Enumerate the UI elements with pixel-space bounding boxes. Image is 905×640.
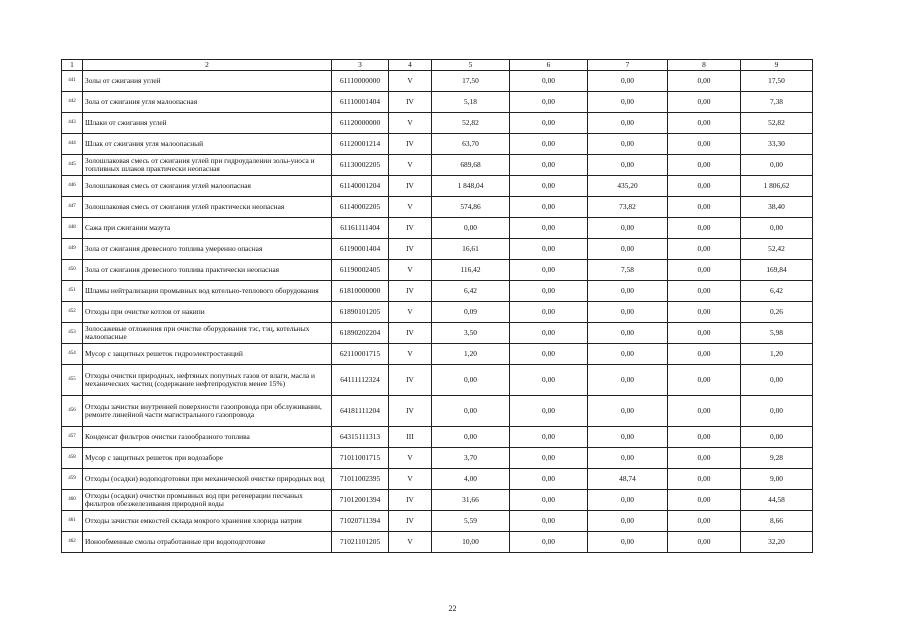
hazard-class: III xyxy=(389,427,432,448)
value-col-5: 0,00 xyxy=(432,365,510,396)
fkko-code: 61810000000 xyxy=(332,281,389,302)
row-number: 441 xyxy=(62,71,83,92)
fkko-code: 64181111204 xyxy=(332,396,389,427)
value-col-9: 8,66 xyxy=(741,511,813,532)
table-row xyxy=(62,239,813,260)
value-col-6: 0,00 xyxy=(510,344,588,365)
value-col-9: 9,00 xyxy=(741,469,813,490)
value-col-6: 0,00 xyxy=(510,469,588,490)
value-col-6: 0,00 xyxy=(510,427,588,448)
value-col-9: 0,00 xyxy=(741,155,813,176)
hazard-class: V xyxy=(389,302,432,323)
fkko-code: 71020711394 xyxy=(332,511,389,532)
value-col-8: 0,00 xyxy=(668,197,741,218)
value-col-8: 0,00 xyxy=(668,323,741,344)
value-col-6: 0,00 xyxy=(510,365,588,396)
table-row xyxy=(62,323,813,344)
value-col-8: 0,00 xyxy=(668,218,741,239)
value-col-8: 0,00 xyxy=(668,239,741,260)
table-row xyxy=(62,469,813,490)
hazard-class: IV xyxy=(389,134,432,155)
value-col-6: 0,00 xyxy=(510,92,588,113)
table-row xyxy=(62,427,813,448)
column-header: 9 xyxy=(741,60,813,71)
value-col-9: 6,42 xyxy=(741,281,813,302)
fkko-code: 71012001394 xyxy=(332,490,389,511)
value-col-8: 0,00 xyxy=(668,260,741,281)
hazard-class: IV xyxy=(389,239,432,260)
row-number: 455 xyxy=(62,365,83,396)
row-number: 453 xyxy=(62,323,83,344)
fkko-code: 64111112324 xyxy=(332,365,389,396)
table-row xyxy=(62,302,813,323)
hazard-class: V xyxy=(389,155,432,176)
value-col-5: 0,09 xyxy=(432,302,510,323)
waste-name: Ионообменные смолы отработанные при водоподготовке xyxy=(83,532,332,553)
table-row xyxy=(62,490,813,511)
fkko-code: 61190001404 xyxy=(332,239,389,260)
value-col-6: 0,00 xyxy=(510,218,588,239)
waste-name: Зола от сжигания древесного топлива практически неопасная xyxy=(83,260,332,281)
table-row xyxy=(62,218,813,239)
hazard-class: IV xyxy=(389,511,432,532)
value-col-6: 0,00 xyxy=(510,490,588,511)
value-col-6: 0,00 xyxy=(510,511,588,532)
row-number: 458 xyxy=(62,448,83,469)
waste-name: Отходы (осадки) очистки промывных вод при регенерации песчаных фильтров обезжелезивания природной воды xyxy=(83,490,332,511)
row-number: 446 xyxy=(62,176,83,197)
value-col-7: 73,82 xyxy=(588,197,668,218)
hazard-class: V xyxy=(389,469,432,490)
value-col-8: 0,00 xyxy=(668,113,741,134)
hazard-class: IV xyxy=(389,176,432,197)
value-col-6: 0,00 xyxy=(510,239,588,260)
value-col-5: 63,70 xyxy=(432,134,510,155)
hazard-class: IV xyxy=(389,396,432,427)
header-row xyxy=(62,60,813,71)
waste-name: Мусор с защитных решеток гидроэлектростанций xyxy=(83,344,332,365)
value-col-8: 0,00 xyxy=(668,155,741,176)
value-col-7: 0,00 xyxy=(588,281,668,302)
value-col-9: 1,20 xyxy=(741,344,813,365)
value-col-7: 0,00 xyxy=(588,532,668,553)
row-number: 462 xyxy=(62,532,83,553)
fkko-code: 61161111404 xyxy=(332,218,389,239)
fkko-code: 71021101205 xyxy=(332,532,389,553)
value-col-6: 0,00 xyxy=(510,197,588,218)
value-col-9: 33,30 xyxy=(741,134,813,155)
table-row xyxy=(62,344,813,365)
table-row xyxy=(62,92,813,113)
column-header: 2 xyxy=(83,60,332,71)
value-col-6: 0,00 xyxy=(510,281,588,302)
value-col-9: 44,58 xyxy=(741,490,813,511)
table-row xyxy=(62,260,813,281)
fkko-code: 71011002395 xyxy=(332,469,389,490)
value-col-7: 0,00 xyxy=(588,323,668,344)
fkko-code: 61890202204 xyxy=(332,323,389,344)
row-number: 461 xyxy=(62,511,83,532)
value-col-7: 0,00 xyxy=(588,365,668,396)
row-number: 444 xyxy=(62,134,83,155)
row-number: 459 xyxy=(62,469,83,490)
waste-name: Отходы очистки природных, нефтяных попутных газов от влаги, масла и механических частиц (содержание нефтепродуктов менее 15%) xyxy=(83,365,332,396)
waste-name: Шламы нейтрализации промывных вод котельно-теплового оборудования xyxy=(83,281,332,302)
column-header: 4 xyxy=(389,60,432,71)
value-col-6: 0,00 xyxy=(510,448,588,469)
waste-name: Шлак от сжигания угля малоопасный xyxy=(83,134,332,155)
hazard-class: V xyxy=(389,71,432,92)
value-col-5: 10,00 xyxy=(432,532,510,553)
value-col-9: 52,42 xyxy=(741,239,813,260)
row-number: 450 xyxy=(62,260,83,281)
column-header: 3 xyxy=(332,60,389,71)
value-col-9: 0,00 xyxy=(741,365,813,396)
value-col-9: 1 806,62 xyxy=(741,176,813,197)
waste-name: Отходы при очистке котлов от накипи xyxy=(83,302,332,323)
value-col-5: 5,18 xyxy=(432,92,510,113)
value-col-6: 0,00 xyxy=(510,113,588,134)
value-col-9: 32,20 xyxy=(741,532,813,553)
column-header: 7 xyxy=(588,60,668,71)
value-col-5: 0,00 xyxy=(432,218,510,239)
value-col-5: 6,42 xyxy=(432,281,510,302)
value-col-9: 0,26 xyxy=(741,302,813,323)
value-col-6: 0,00 xyxy=(510,155,588,176)
value-col-5: 116,42 xyxy=(432,260,510,281)
fkko-code: 61190002405 xyxy=(332,260,389,281)
row-number: 454 xyxy=(62,344,83,365)
value-col-9: 0,00 xyxy=(741,396,813,427)
table-row xyxy=(62,134,813,155)
value-col-8: 0,00 xyxy=(668,396,741,427)
fkko-code: 61130002205 xyxy=(332,155,389,176)
waste-name: Зола от сжигания древесного топлива умеренно опасная xyxy=(83,239,332,260)
value-col-6: 0,00 xyxy=(510,302,588,323)
value-col-6: 0,00 xyxy=(510,71,588,92)
value-col-7: 0,00 xyxy=(588,92,668,113)
value-col-6: 0,00 xyxy=(510,260,588,281)
value-col-8: 0,00 xyxy=(668,344,741,365)
value-col-7: 0,00 xyxy=(588,134,668,155)
table-row xyxy=(62,113,813,134)
hazard-class: V xyxy=(389,532,432,553)
value-col-7: 0,00 xyxy=(588,113,668,134)
value-col-6: 0,00 xyxy=(510,134,588,155)
row-number: 457 xyxy=(62,427,83,448)
hazard-class: IV xyxy=(389,323,432,344)
fkko-code: 62110001715 xyxy=(332,344,389,365)
fkko-code: 61120001214 xyxy=(332,134,389,155)
value-col-9: 17,50 xyxy=(741,71,813,92)
row-number: 451 xyxy=(62,281,83,302)
hazard-class: IV xyxy=(389,490,432,511)
value-col-8: 0,00 xyxy=(668,511,741,532)
waste-name: Отходы зачистки емкостей склада мокрого хранения хлорида натрия xyxy=(83,511,332,532)
table-row xyxy=(62,365,813,396)
value-col-5: 3,50 xyxy=(432,323,510,344)
value-col-5: 574,86 xyxy=(432,197,510,218)
value-col-7: 0,00 xyxy=(588,448,668,469)
hazard-class: V xyxy=(389,197,432,218)
value-col-9: 0,00 xyxy=(741,218,813,239)
value-col-9: 0,00 xyxy=(741,427,813,448)
column-header: 5 xyxy=(432,60,510,71)
waste-name: Отходы (осадки) водоподготовки при механической очистке природных вод xyxy=(83,469,332,490)
value-col-6: 0,00 xyxy=(510,176,588,197)
waste-data-table xyxy=(61,59,813,553)
row-number: 449 xyxy=(62,239,83,260)
value-col-7: 0,00 xyxy=(588,490,668,511)
value-col-7: 0,00 xyxy=(588,239,668,260)
row-number: 456 xyxy=(62,396,83,427)
waste-name: Конденсат фильтров очистки газообразного топлива xyxy=(83,427,332,448)
fkko-code: 61110001404 xyxy=(332,92,389,113)
fkko-code: 64315111313 xyxy=(332,427,389,448)
column-header: 1 xyxy=(62,60,83,71)
fkko-code: 71011001715 xyxy=(332,448,389,469)
value-col-7: 435,20 xyxy=(588,176,668,197)
value-col-7: 0,00 xyxy=(588,427,668,448)
value-col-7: 0,00 xyxy=(588,218,668,239)
value-col-8: 0,00 xyxy=(668,71,741,92)
value-col-8: 0,00 xyxy=(668,490,741,511)
value-col-8: 0,00 xyxy=(668,532,741,553)
table-row xyxy=(62,448,813,469)
value-col-8: 0,00 xyxy=(668,302,741,323)
value-col-7: 48,74 xyxy=(588,469,668,490)
table-row xyxy=(62,71,813,92)
waste-name: Золосажевые отложения при очистке оборудования тэс, тэц, котельных малоопасные xyxy=(83,323,332,344)
value-col-5: 16,61 xyxy=(432,239,510,260)
column-header: 8 xyxy=(668,60,741,71)
value-col-7: 0,00 xyxy=(588,71,668,92)
value-col-9: 169,84 xyxy=(741,260,813,281)
value-col-5: 0,00 xyxy=(432,427,510,448)
row-number: 443 xyxy=(62,113,83,134)
column-header: 6 xyxy=(510,60,588,71)
value-col-8: 0,00 xyxy=(668,281,741,302)
value-col-5: 0,00 xyxy=(432,396,510,427)
hazard-class: IV xyxy=(389,92,432,113)
value-col-5: 4,00 xyxy=(432,469,510,490)
table-row xyxy=(62,176,813,197)
value-col-8: 0,00 xyxy=(668,134,741,155)
hazard-class: V xyxy=(389,344,432,365)
hazard-class: IV xyxy=(389,365,432,396)
value-col-6: 0,00 xyxy=(510,323,588,344)
waste-name: Золошлаковая смесь от сжигания углей практически неопасная xyxy=(83,197,332,218)
value-col-9: 7,38 xyxy=(741,92,813,113)
waste-name: Зола от сжигания угля малоопасная xyxy=(83,92,332,113)
value-col-8: 0,00 xyxy=(668,427,741,448)
row-number: 452 xyxy=(62,302,83,323)
waste-name: Шлаки от сжигания углей xyxy=(83,113,332,134)
value-col-9: 5,98 xyxy=(741,323,813,344)
waste-name: Отходы зачистки внутренней поверхности газопровода при обслуживании, ремонте линейной части магистрального газопровода xyxy=(83,396,332,427)
fkko-code: 61120000000 xyxy=(332,113,389,134)
fkko-code: 61140001204 xyxy=(332,176,389,197)
value-col-7: 0,00 xyxy=(588,344,668,365)
value-col-9: 9,28 xyxy=(741,448,813,469)
row-number: 448 xyxy=(62,218,83,239)
hazard-class: V xyxy=(389,113,432,134)
value-col-8: 0,00 xyxy=(668,469,741,490)
waste-name: Золошлаковая смесь от сжигания углей при гидроудалении золы-уноса и топливных шлаков практически неопасная xyxy=(83,155,332,176)
value-col-8: 0,00 xyxy=(668,92,741,113)
row-number: 460 xyxy=(62,490,83,511)
value-col-5: 17,50 xyxy=(432,71,510,92)
waste-name: Мусор с защитных решеток при водозаборе xyxy=(83,448,332,469)
hazard-class: V xyxy=(389,448,432,469)
fkko-code: 61110000000 xyxy=(332,71,389,92)
table-row xyxy=(62,396,813,427)
value-col-5: 52,82 xyxy=(432,113,510,134)
value-col-8: 0,00 xyxy=(668,176,741,197)
page-number: 22 xyxy=(448,604,457,613)
value-col-9: 38,40 xyxy=(741,197,813,218)
waste-name: Золошлаковая смесь от сжигания углей малоопасная xyxy=(83,176,332,197)
value-col-5: 1 848,04 xyxy=(432,176,510,197)
value-col-8: 0,00 xyxy=(668,448,741,469)
value-col-5: 3,70 xyxy=(432,448,510,469)
table-row xyxy=(62,281,813,302)
table-row xyxy=(62,511,813,532)
row-number: 447 xyxy=(62,197,83,218)
table-row xyxy=(62,532,813,553)
value-col-6: 0,00 xyxy=(510,396,588,427)
fkko-code: 61890101205 xyxy=(332,302,389,323)
value-col-5: 1,20 xyxy=(432,344,510,365)
waste-name: Сажа при сжигании мазута xyxy=(83,218,332,239)
waste-name: Золы от сжигания углей xyxy=(83,71,332,92)
value-col-5: 5,59 xyxy=(432,511,510,532)
hazard-class: V xyxy=(389,260,432,281)
value-col-5: 31,66 xyxy=(432,490,510,511)
row-number: 442 xyxy=(62,92,83,113)
value-col-7: 0,00 xyxy=(588,155,668,176)
hazard-class: IV xyxy=(389,281,432,302)
hazard-class: IV xyxy=(389,218,432,239)
value-col-5: 689,68 xyxy=(432,155,510,176)
value-col-7: 0,00 xyxy=(588,302,668,323)
row-number: 445 xyxy=(62,155,83,176)
value-col-8: 0,00 xyxy=(668,365,741,396)
value-col-9: 52,82 xyxy=(741,113,813,134)
value-col-7: 0,00 xyxy=(588,396,668,427)
value-col-6: 0,00 xyxy=(510,532,588,553)
value-col-7: 0,00 xyxy=(588,511,668,532)
value-col-7: 7,58 xyxy=(588,260,668,281)
table-row xyxy=(62,197,813,218)
table-row xyxy=(62,155,813,176)
fkko-code: 61140002205 xyxy=(332,197,389,218)
